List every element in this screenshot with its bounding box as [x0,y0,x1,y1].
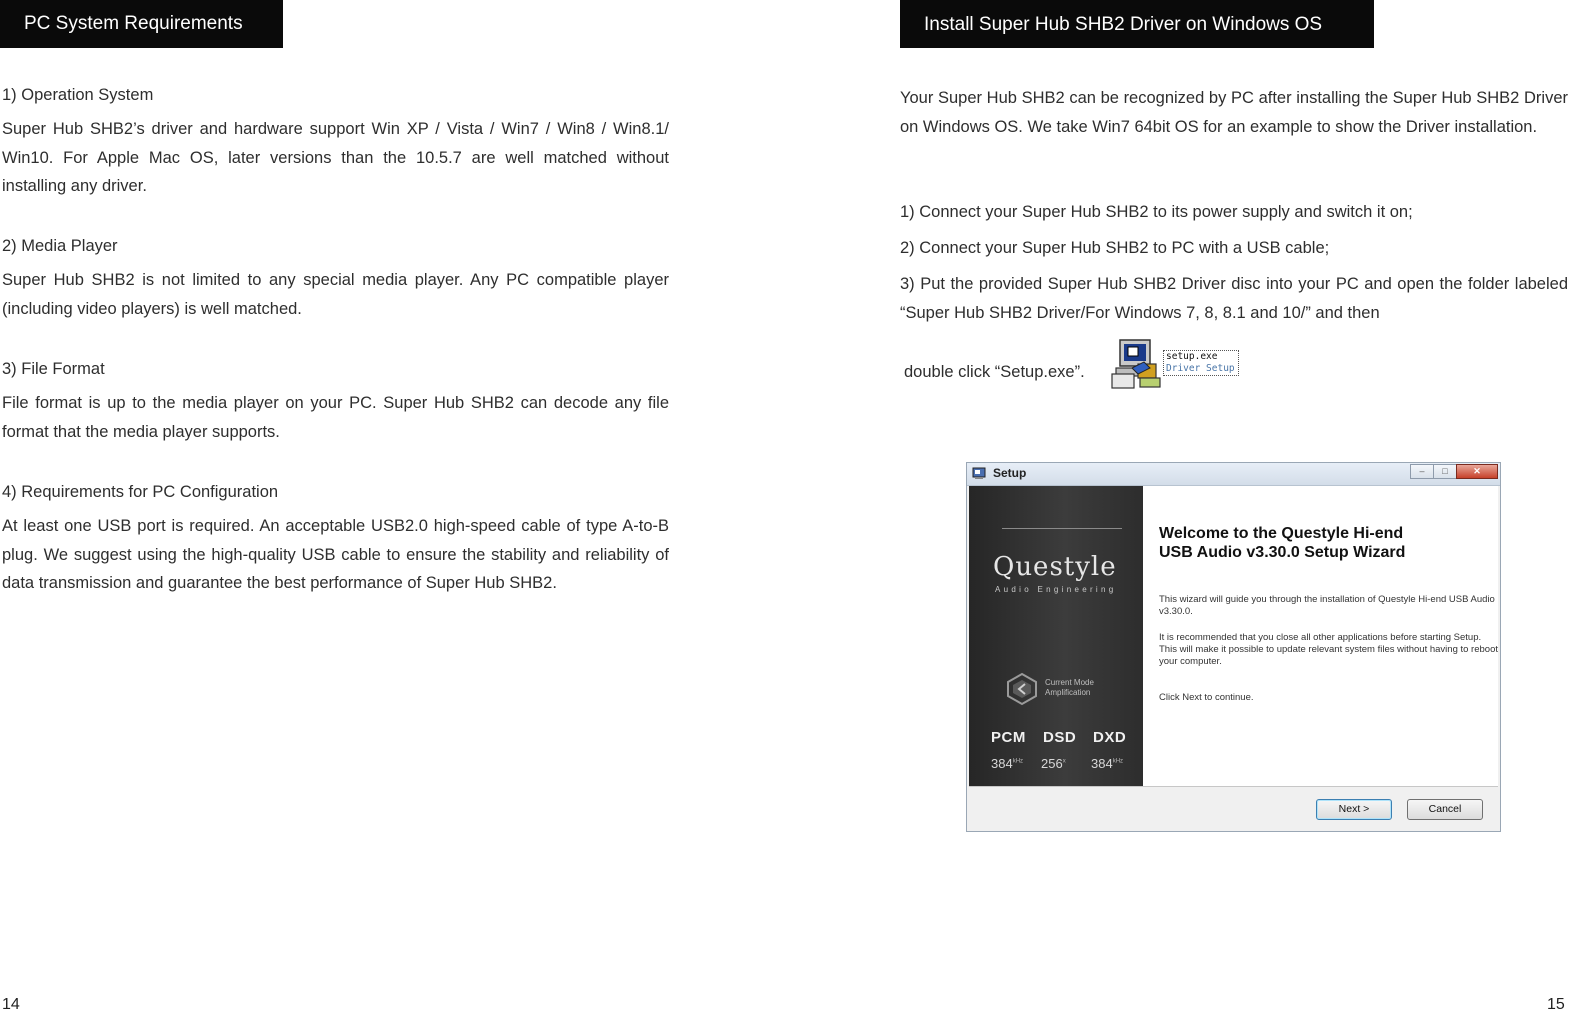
step-item: 3) Put the provided Super Hub SHB2 Driver disc into your PC and open the folder labeled “Super Hub SHB2 Driver/For Windows 7, 8, 8.1 and 10/” and then [900,275,1568,322]
window-title: Setup [993,466,1027,480]
format-pcm: PCM [991,729,1026,746]
wizard-heading-line: USB Audio v3.30.0 Setup Wizard [1159,544,1406,561]
setup-wizard-window [966,462,1501,832]
section-body: Super Hub SHB2 is not limited to any special media player. Any PC compatible player (including video players) is well matched. [2,271,669,318]
wizard-heading-line: Welcome to the Questyle Hi-end [1159,525,1404,542]
rate-value: 256 [1041,756,1063,771]
wizard-paragraph: This wizard will guide you through the installation of Questyle Hi-end USB Audio v3.30.0. [1159,594,1495,617]
brand-divider [1002,528,1122,529]
rate-pcm [991,756,1023,771]
setup-exe-file[interactable] [1110,338,1240,390]
format-dsd: DSD [1043,729,1077,746]
section-media-player [2,237,669,323]
section-heading: 4) Requirements for PC Configuration [2,483,279,501]
section-heading: 3) File Format [2,360,105,378]
installer-computer-icon [1110,338,1162,390]
window-titlebar [967,463,1500,486]
section-file-format [2,360,669,446]
cancel-button[interactable]: Cancel [1407,799,1483,820]
section-banner: Install Super Hub SHB2 Driver on Windows OS [900,0,1374,48]
intro-paragraph: Your Super Hub SHB2 can be recognized by PC after installing the Super Hub SHB2 Driver on Windows OS. We take Win7 64bit OS for an example to show the Driver installation. [900,89,1568,136]
wizard-paragraph: Click Next to continue. [1159,692,1254,703]
rate-value: 384 [991,756,1013,771]
rate-dsd [1041,756,1066,771]
page-number: 15 [1547,996,1565,1013]
rate-unit: x [1062,758,1066,765]
setup-caption: Driver Setup [1166,363,1235,374]
setup-file-label [1163,350,1239,376]
section-banner: PC System Requirements [0,0,283,48]
section-heading: 2) Media Player [2,237,118,255]
maximize-button[interactable]: □ [1433,464,1457,479]
brand-subtitle: Audio Engineering [995,585,1117,594]
wizard-heading [1159,524,1499,562]
step-continuation: double click “Setup.exe”. [904,363,1085,381]
wizard-paragraph: It is recommended that you close all other applications before starting Setup. This will make it possible to update relevant system files without having to reboot your computer. [1159,632,1498,667]
rate-unit: kHz [1012,758,1024,765]
cm-line: Current Mode [1045,678,1094,687]
wizard-content [1143,486,1498,786]
section-operation-system [2,86,669,201]
page-number: 14 [2,996,20,1013]
rate-value: 384 [1091,756,1113,771]
rate-unit: kHz [1112,758,1124,765]
wizard-sidebar-banner [969,486,1143,786]
left-page [0,0,700,1030]
current-mode-text [1045,678,1094,698]
section-body: At least one USB port is required. An acceptable USB2.0 high-speed cable of type A-to-B plug. We suggest using the high-quality USB cable to ensure the stability and reliability of data transmission and guarantee the best performance of Super Hub SHB2. [2,517,669,592]
step-item: 1) Connect your Super Hub SHB2 to its power supply and switch it on; [900,203,1413,221]
setup-window-icon [972,467,986,480]
step-item: 2) Connect your Super Hub SHB2 to PC with a USB cable; [900,239,1330,257]
section-body: File format is up to the media player on your PC. Super Hub SHB2 can decode any file format that the media player supports. [2,394,669,441]
close-button[interactable]: ✕ [1456,464,1498,479]
section-heading: 1) Operation System [2,86,154,104]
minimize-button[interactable]: – [1410,464,1434,479]
setup-filename: setup.exe [1166,351,1218,362]
current-mode-icon [1005,672,1039,706]
section-pc-configuration [2,483,669,598]
section-body: Super Hub SHB2’s driver and hardware support Win XP / Vista / Win7 / Win8 / Win8.1/ Win10. For Apple Mac OS, later versions than the 10.5.7 are well matched without installing any driver. [2,120,669,195]
brand-logo: Questyle [993,552,1117,582]
format-dxd: DXD [1093,729,1127,746]
window-controls [1411,464,1498,478]
next-button[interactable]: Next > [1316,799,1392,820]
cm-line: Amplification [1045,688,1091,697]
right-page [900,0,1595,1030]
rate-dxd [1091,756,1123,771]
wizard-footer [969,786,1498,832]
